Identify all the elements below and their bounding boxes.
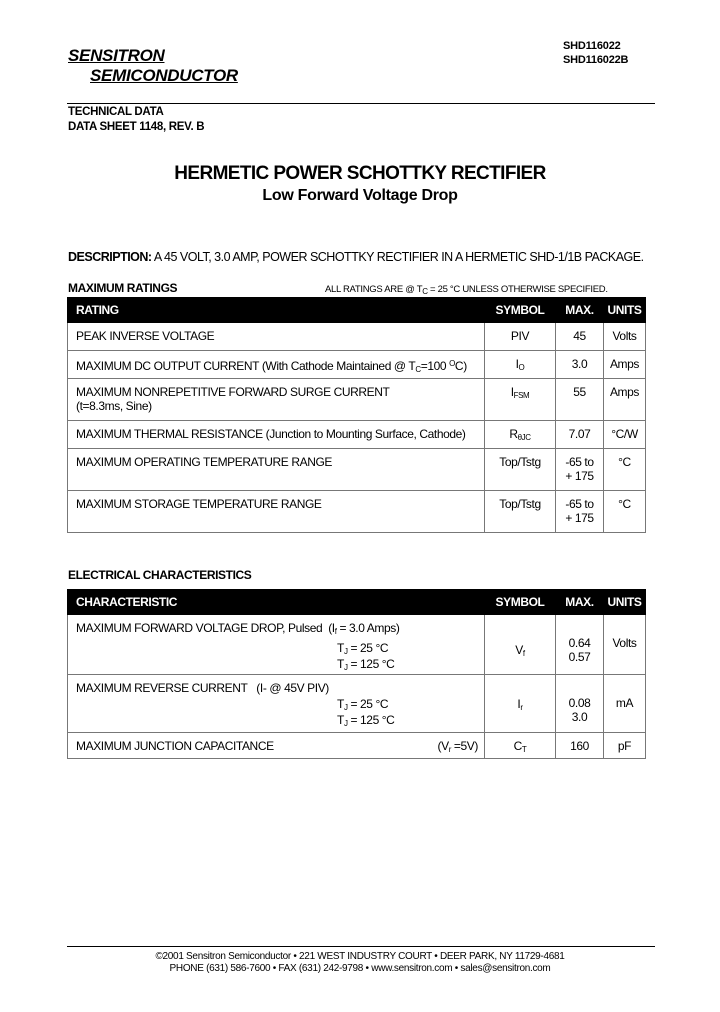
rating-io-mid: =100 bbox=[420, 359, 450, 373]
char-ct-cond bbox=[438, 739, 479, 757]
part-number-2: SHD116022B bbox=[563, 54, 629, 66]
max-io: 3.0 bbox=[571, 357, 588, 371]
col-units: UNITS bbox=[604, 298, 646, 323]
description bbox=[68, 250, 644, 264]
company-name-line2: SEMICONDUCTOR bbox=[90, 66, 238, 85]
units-ct: pF bbox=[617, 739, 632, 753]
char-vf-text: MAXIMUM FORWARD VOLTAGE DROP, Pulsed bbox=[76, 621, 323, 635]
char-vf-tj2-sub: J bbox=[343, 663, 348, 672]
max-vf-line2: 0.57 bbox=[568, 650, 591, 664]
char-ct bbox=[76, 733, 484, 757]
symbol-vf-main: V bbox=[515, 643, 523, 657]
rating-piv: PEAK INVERSE VOLTAGE bbox=[76, 329, 215, 343]
max-ratings-heading: MAXIMUM RATINGS bbox=[68, 281, 178, 295]
char-ir-tj1-sub: J bbox=[343, 703, 348, 712]
table-row bbox=[68, 421, 646, 449]
max-ifsm: 55 bbox=[573, 385, 586, 399]
char-ir-tj1 bbox=[76, 698, 484, 714]
symbol-rth-main: R bbox=[509, 427, 518, 441]
char-ir-cond: (I- @ 45V PIV) bbox=[256, 681, 329, 695]
char-ir-tj2-post: = 125 °C bbox=[347, 713, 395, 727]
footer-address: ©2001 Sensitron Semiconductor • 221 WEST INDUSTRY COURT • DEER PARK, NY 11729-4681 bbox=[155, 951, 565, 962]
char-ir-text: MAXIMUM REVERSE CURRENT bbox=[76, 681, 248, 695]
col-max: MAX. bbox=[556, 298, 604, 323]
max-rth: 7.07 bbox=[568, 427, 591, 441]
units-io: Amps bbox=[609, 357, 640, 371]
max-tstg-line2: + 175 bbox=[565, 511, 594, 525]
char-ir-tj1-post: = 25 °C bbox=[347, 697, 389, 711]
symbol-io bbox=[485, 351, 555, 375]
char-ct-text: MAXIMUM JUNCTION CAPACITANCE bbox=[76, 739, 274, 753]
rating-ifsm bbox=[76, 379, 484, 413]
symbol-ifsm bbox=[485, 379, 555, 403]
max-top-line1: -65 to bbox=[565, 455, 594, 469]
units-ir: mA bbox=[615, 696, 634, 710]
char-vf-tj2 bbox=[76, 658, 484, 674]
rating-ifsm-line2: (t=8.3ms, Sine) bbox=[76, 399, 152, 413]
table-row bbox=[68, 675, 646, 733]
symbol-io-main: I bbox=[515, 357, 519, 371]
table-header-row bbox=[68, 298, 646, 323]
ratings-note bbox=[325, 284, 608, 296]
symbol-tstg: Top/Tstg bbox=[499, 497, 541, 511]
electrical-heading: ELECTRICAL CHARACTERISTICS bbox=[68, 568, 252, 582]
rating-io-sup: O bbox=[449, 359, 455, 368]
rating-top: MAXIMUM OPERATING TEMPERATURE RANGE bbox=[76, 455, 333, 469]
description-label: DESCRIPTION: bbox=[68, 250, 152, 264]
char-ct-cond-sub: r bbox=[448, 745, 451, 754]
units-rth: °C/W bbox=[611, 427, 638, 441]
char-vf-tj1-pre: T bbox=[337, 641, 344, 655]
units-ifsm: Amps bbox=[609, 385, 640, 399]
col-characteristic: CHARACTERISTIC bbox=[68, 590, 485, 615]
max-vf bbox=[556, 615, 603, 664]
symbol-ir-main: I bbox=[517, 697, 521, 711]
header-divider bbox=[67, 103, 655, 104]
rating-ifsm-line1: MAXIMUM NONREPETITIVE FORWARD SURGE CURRENT bbox=[76, 385, 390, 399]
col-units: UNITS bbox=[604, 590, 646, 615]
max-top-line2: + 175 bbox=[565, 469, 594, 483]
max-ratings-table bbox=[67, 297, 646, 533]
char-vf-tj1 bbox=[76, 642, 484, 658]
footer-divider bbox=[67, 946, 655, 947]
table-row bbox=[68, 449, 646, 491]
char-ir-tj2-sub: J bbox=[343, 719, 348, 728]
symbol-vf bbox=[485, 631, 555, 658]
rating-io bbox=[76, 351, 484, 377]
max-piv: 45 bbox=[573, 329, 586, 343]
col-max: MAX. bbox=[556, 590, 604, 615]
document-title: HERMETIC POWER SCHOTTKY RECTIFIER bbox=[174, 163, 546, 184]
char-ct-cond-post: =5V) bbox=[450, 739, 478, 753]
max-tstg bbox=[556, 491, 603, 525]
symbol-piv: PIV bbox=[510, 329, 530, 343]
symbol-ir-sub: r bbox=[520, 703, 523, 712]
col-rating: RATING bbox=[68, 298, 485, 323]
char-ir bbox=[76, 675, 484, 730]
ratings-note-pre: ALL RATINGS ARE @ T bbox=[325, 284, 423, 295]
description-text: A 45 VOLT, 3.0 AMP, POWER SCHOTTKY RECTIFIER IN A HERMETIC SHD-1/1B PACKAGE. bbox=[153, 250, 644, 264]
units-top: °C bbox=[618, 455, 631, 469]
table-row bbox=[68, 733, 646, 759]
table-row bbox=[68, 379, 646, 421]
units-vf: Volts bbox=[612, 636, 637, 650]
symbol-rth-sub: θJC bbox=[517, 433, 531, 442]
char-ir-tj2-pre: T bbox=[337, 713, 344, 727]
symbol-ifsm-sub: FSM bbox=[513, 391, 530, 400]
rating-io-sub: C bbox=[415, 365, 421, 374]
char-vf-cond-post: = 3.0 Amps) bbox=[336, 621, 400, 635]
char-vf-tj2-pre: T bbox=[337, 657, 344, 671]
table-row bbox=[68, 491, 646, 533]
max-top bbox=[556, 449, 603, 483]
col-symbol: SYMBOL bbox=[485, 590, 556, 615]
symbol-ct-sub: T bbox=[521, 745, 527, 754]
rating-tstg: MAXIMUM STORAGE TEMPERATURE RANGE bbox=[76, 497, 322, 511]
max-ir-line2: 3.0 bbox=[571, 710, 588, 724]
symbol-ir bbox=[485, 675, 555, 712]
symbol-ifsm-main: I bbox=[510, 385, 514, 399]
symbol-top: Top/Tstg bbox=[499, 455, 541, 469]
char-ir-line1 bbox=[76, 681, 484, 695]
table-header-row bbox=[68, 590, 646, 615]
document-subtitle: Low Forward Voltage Drop bbox=[262, 187, 458, 204]
char-vf-cond-pre: (I bbox=[328, 621, 335, 635]
char-vf-tj1-sub: J bbox=[343, 647, 348, 656]
technical-data-label: TECHNICAL DATA bbox=[68, 106, 164, 118]
char-ir-tj1-pre: T bbox=[337, 697, 344, 711]
footer-contact: PHONE (631) 586-7600 • FAX (631) 242-9798 • www.sensitron.com • sales@sensitron.com bbox=[169, 963, 551, 974]
max-vf-line1: 0.64 bbox=[568, 636, 591, 650]
electrical-table bbox=[67, 589, 646, 759]
col-symbol: SYMBOL bbox=[485, 298, 556, 323]
rating-io-post: C) bbox=[454, 359, 467, 373]
symbol-vf-sub: f bbox=[522, 649, 525, 658]
units-tstg: °C bbox=[618, 497, 631, 511]
max-ir-line1: 0.08 bbox=[568, 696, 591, 710]
ratings-note-sub: C bbox=[422, 287, 428, 296]
max-ir bbox=[556, 675, 603, 724]
table-row bbox=[68, 323, 646, 351]
symbol-ct bbox=[485, 733, 555, 757]
data-sheet-label: DATA SHEET 1148, REV. B bbox=[68, 121, 205, 133]
symbol-ct-main: C bbox=[513, 739, 522, 753]
part-number-1: SHD116022 bbox=[563, 40, 621, 52]
table-row bbox=[68, 351, 646, 379]
char-vf-tj2-post: = 125 °C bbox=[347, 657, 395, 671]
char-ir-tj2 bbox=[76, 714, 484, 730]
char-vf-tj1-post: = 25 °C bbox=[347, 641, 389, 655]
symbol-rth bbox=[485, 421, 555, 445]
rating-rth: MAXIMUM THERMAL RESISTANCE (Junction to Mounting Surface, Cathode) bbox=[76, 427, 466, 441]
units-piv: Volts bbox=[612, 329, 637, 343]
symbol-io-sub: O bbox=[518, 363, 525, 372]
char-ct-cond-pre: (V bbox=[437, 739, 449, 753]
company-name-line1: SENSITRON bbox=[68, 46, 165, 65]
ratings-note-post: = 25 °C UNLESS OTHERWISE SPECIFIED. bbox=[427, 284, 608, 295]
char-vf-cond-sub: f bbox=[334, 627, 337, 636]
rating-io-pre: MAXIMUM DC OUTPUT CURRENT (With Cathode Maintained @ T bbox=[76, 359, 416, 373]
char-vf-line1 bbox=[76, 621, 484, 639]
table-row bbox=[68, 615, 646, 675]
max-ct: 160 bbox=[570, 739, 589, 753]
max-tstg-line1: -65 to bbox=[565, 497, 594, 511]
char-vf bbox=[76, 615, 484, 674]
